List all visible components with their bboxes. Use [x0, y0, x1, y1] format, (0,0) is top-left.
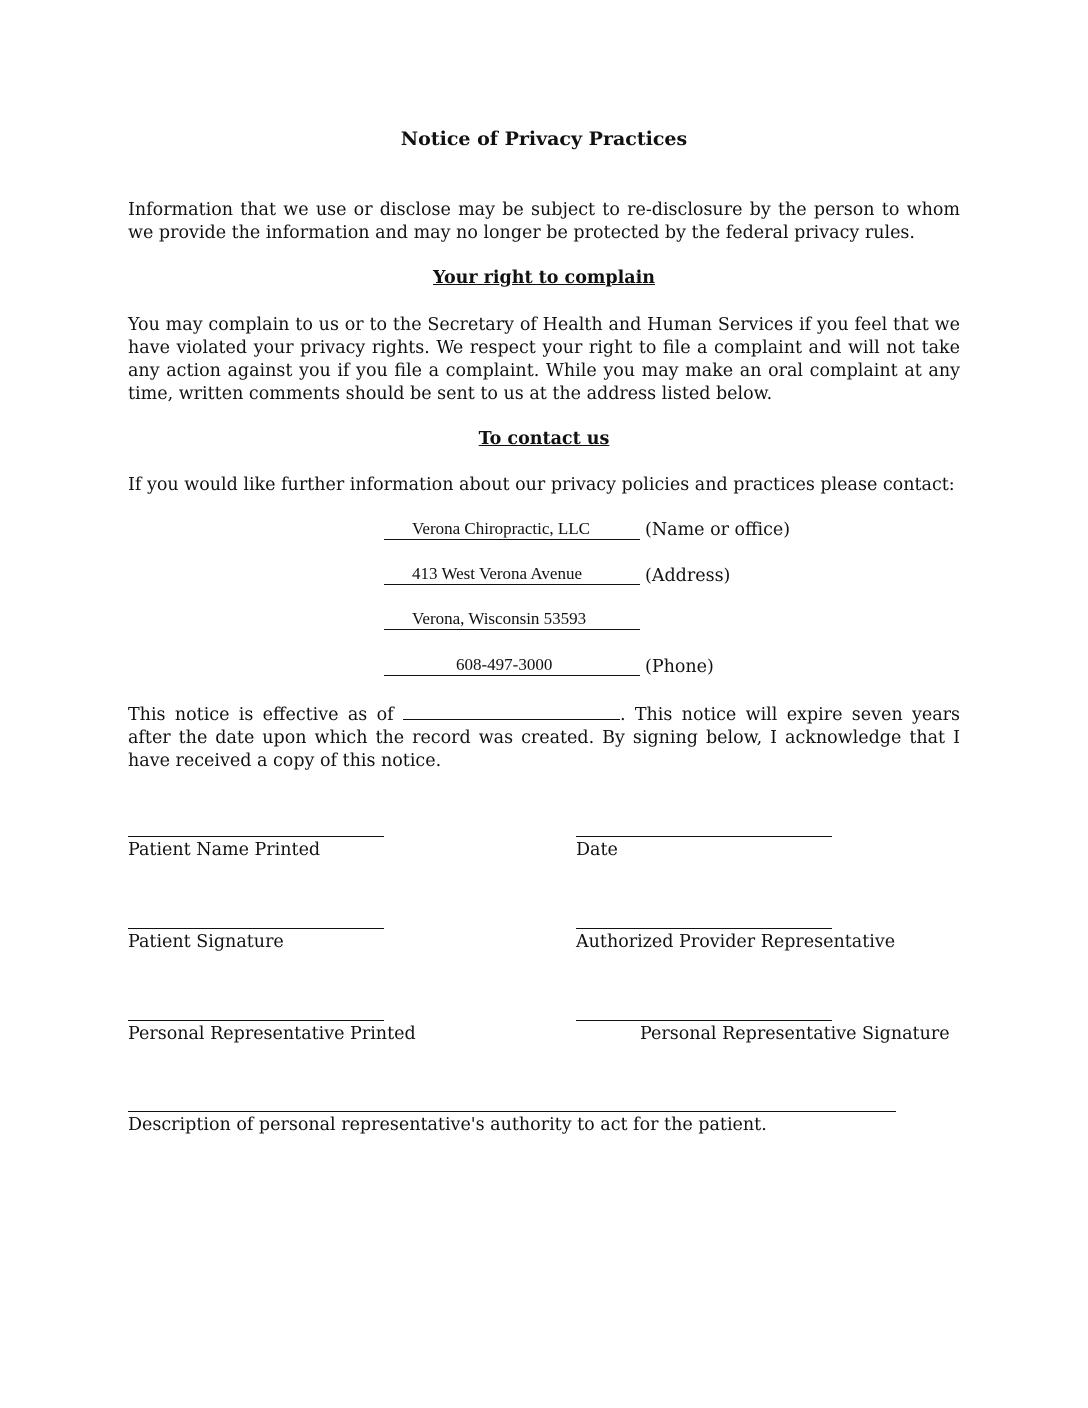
intro-paragraph: Information that we use or disclose may be subject to re-disclosure by the person to whom we provide the information and may no longer be protected by the federal privacy rules. [128, 200, 960, 243]
address-field: 413 West Verona Avenue [384, 563, 640, 585]
authority-description-line[interactable] [128, 1111, 896, 1112]
date-label: Date [576, 840, 618, 860]
effective-paragraph [128, 703, 960, 773]
date-line[interactable] [576, 836, 832, 837]
city-field: Verona, Wisconsin 53593 [384, 608, 640, 630]
page-title: Notice of Privacy Practices [400, 128, 688, 150]
provider-rep-label: Authorized Provider Representative [576, 932, 896, 952]
patient-signature-label: Patient Signature [128, 932, 284, 952]
complain-heading: Your right to complain [433, 268, 655, 288]
address-label: (Address) [645, 566, 731, 586]
effective-prefix: This notice is effective as of [128, 705, 394, 725]
personal-rep-printed-line[interactable] [128, 1020, 384, 1021]
provider-rep-line[interactable] [576, 928, 832, 929]
authority-description-label: Description of personal representative's authority to act for the patient. [128, 1115, 767, 1135]
complain-paragraph: You may complain to us or to the Secretary of Health and Human Services if you feel that we have violated your privacy rights. We respect your right to file a complaint and will not take any action against you if you file a complaint. While you may make an oral complaint at any time, written comments should be sent to us at the address listed below. [128, 315, 960, 404]
contact-heading: To contact us [478, 429, 610, 449]
effective-date-blank[interactable] [403, 703, 620, 720]
personal-rep-signature-line[interactable] [576, 1020, 832, 1021]
personal-rep-signature-label: Personal Representative Signature [640, 1024, 950, 1044]
effective-suffix: . This notice will expire seven years after the date upon which the record was created. By signing below, I acknowledge that I have received a copy of this notice. [128, 705, 960, 771]
phone-field: 608-497-3000 [384, 654, 640, 676]
phone-label: (Phone) [645, 657, 714, 677]
office-name-field: Verona Chiropractic, LLC [384, 518, 640, 540]
contact-paragraph: If you would like further information about our privacy policies and practices please contact: [128, 475, 955, 495]
personal-rep-printed-label: Personal Representative Printed [128, 1024, 416, 1044]
patient-name-line[interactable] [128, 836, 384, 837]
patient-name-label: Patient Name Printed [128, 840, 321, 860]
patient-signature-line[interactable] [128, 928, 384, 929]
office-name-label: (Name or office) [645, 520, 791, 540]
